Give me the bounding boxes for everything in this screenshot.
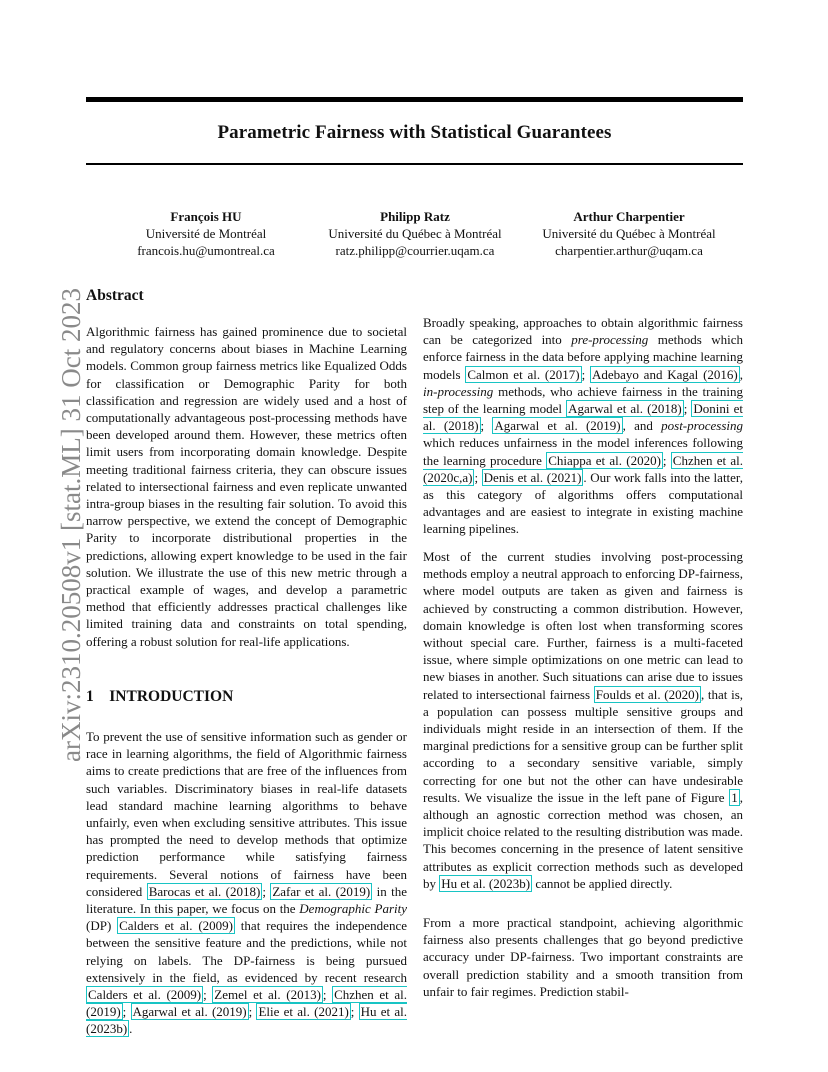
citation-link[interactable]: Chzhen et al. (2019)	[86, 987, 407, 1020]
citation-link[interactable]: Zafar et al. (2019)	[272, 883, 371, 899]
citation-link[interactable]: Chzhen et al. (2020c,a)	[423, 452, 743, 485]
figure-ref-link[interactable]: 1	[731, 789, 738, 805]
section-number: 1	[86, 688, 94, 705]
text-run: , and	[622, 418, 662, 434]
citation-link[interactable]: Hu et al. (2023b)	[441, 875, 531, 891]
author-name: Arthur Charpentier	[573, 209, 685, 224]
emphasis-term: post-processing	[661, 418, 743, 434]
citation-link[interactable]: Agarwal et al. (2019)	[494, 418, 621, 434]
author-affiliation: Université du Québec à Montréal	[542, 226, 716, 241]
emphasis-term: pre-processing	[571, 332, 649, 348]
intro-heading	[86, 688, 407, 705]
title-rule	[86, 163, 743, 165]
text-run: (DP)	[86, 918, 118, 934]
text-run: Most of the current studies involving post-processing methods employ a neutral approach to enforcing DP-fairness, where model outputs are taken as given and fairness is achieved by constructing a common distribution. However, domain knowledge is often lost when transforming scores without special care. Further, fairness is a multi-faceted issue, where simple optimizations on one metric can lead to new biases in another. Such situations can arise due to issues related to intersectional fairness	[423, 549, 743, 702]
text-run: which reduces unfairness in the model inferences following the learning procedure	[423, 435, 743, 468]
author-affiliation: Université du Québec à Montréal	[328, 226, 502, 241]
paragraph-text: From a more practical standpoint, achieving algorithmic fairness also presents challenges that go beyond predictive accuracy under DP-fairness. Two important constraints are overall prediction stability and a smooth transition from unfair to fair regimes. Prediction stabil-	[423, 915, 743, 999]
author-email: francois.hu@umontreal.ca	[137, 243, 275, 258]
text-run: , that is, a population can possess multiple sensitive groups and individuals might reside in an intersection of them. If the marginal predictions for a sensitive group can be further split according to a secondary sensitive variable, simply correcting for one but not the other can have undesirable results. We visualize the issue in the left pane of Figure	[423, 686, 744, 805]
abstract-text: Algorithmic fairness has gained prominence due to societal and regulatory concerns about biases in Machine Learning models. Common group fairness metrics like Equalized Odds for classification or Demographic Parity for both classification and regression are widely used and a host of computationally advantageous post-processing methods have been developed around them. However, these metrics often limit users from incorporating domain knowledge. Despite meeting traditional fairness criteria, they can obscure issues related to intersectional fairness and even replicate unwanted intra-group biases in the resulting fair solution. To avoid this narrow perspective, we extend the concept of Demographic Parity to incorporate distributional properties in the predictions, allowing expert knowledge to be used in the fair solution. We illustrate the use of this new metric through a practical example of wages, and develop a parametric method that efficiently addresses practical challenges like limited training data and constraints on total spending, offering a robust solution for real-life applications.	[86, 324, 407, 649]
emphasis-term: in-processing	[423, 383, 494, 399]
top-rule	[86, 97, 743, 102]
citation-link[interactable]: Calders et al. (2009)	[88, 987, 202, 1003]
text-run: in the literature. In this paper, we focus on the	[86, 883, 407, 917]
citation-link[interactable]: Hu et al. (2023b)	[86, 1004, 407, 1037]
citation-link[interactable]: Elie et al. (2021)	[258, 1004, 349, 1020]
citation-link[interactable]: Barocas et al. (2018)	[148, 883, 261, 899]
citation-link[interactable]: Calmon et al. (2017)	[467, 366, 580, 382]
abstract-body	[86, 323, 407, 650]
citation-link[interactable]: Zemel et al. (2013)	[214, 987, 321, 1003]
author-name: François HU	[170, 209, 242, 224]
abstract-heading: Abstract	[86, 287, 144, 304]
citation-link[interactable]: Foulds et al. (2020)	[595, 686, 699, 702]
author-block	[309, 208, 521, 259]
text-run: . Our work falls into the latter, as this category of algorithms offers computational advantages and are easiest to integrate in existing machine learning pipelines.	[423, 469, 743, 537]
text-run: Broadly speaking, approaches to obtain algorithmic fairness can be categorized into	[423, 315, 743, 348]
citation-link[interactable]: Donini et al. (2018)	[423, 401, 743, 434]
author-email: charpentier.arthur@uqam.ca	[555, 243, 703, 258]
citation-link[interactable]: Chiappa et al. (2020)	[548, 452, 661, 468]
citation-link[interactable]: Agarwal et al. (2019)	[132, 1004, 247, 1020]
text-run: To prevent the use of sensitive information such as gender or race in learning algorithms, the field of Algorithmic fairness aims to create predictions that are free of the influences from such variables. Discriminatory biases in real-life datasets lead standard machine learning algorithms to behave unfairly, even when excluding sensitive attributes. This issue has prompted the need to develop methods that optimize prediction performance while satisfying fairness requirements. Several notions of fairness have been considered	[86, 729, 407, 899]
intro-paragraph: To prevent the use of sensitive information such as gender or race in learning algorithms, the field of Algorithmic fairness aims to create predictions that are free of the influences from such variables. Discriminatory biases in real-life datasets lead standard machine learning algorithms to behave unfairly, even when excluding sensitive attributes. This issue has prompted the need to develop methods that optimize prediction performance while satisfying fairness requirements. Several notions of fairness have been considered Barocas et al. (2018) ; Zafar et al. (2019) in the literature. In this paper, we focus on the Demographic Parity (DP) Calders et al. (2009) that requires the independence between the sensitive feature and the predictions, while not relying on labels. The DP-fairness is being pursued extensively in the field, as evidenced by recent research Calders et al. (2009) ; Zemel et al. (2013) ; Chzhen et al. (2019) ; Agarwal et al. (2019) ; Elie et al. (2021) ; Hu et al. (2023b) .	[86, 729, 407, 1037]
author-affiliation: Université de Montréal	[145, 226, 267, 241]
section-title: INTRODUCTION	[109, 688, 234, 705]
author-name: Philipp Ratz	[380, 209, 450, 224]
right-paragraph-2	[423, 548, 743, 892]
right-paragraph-1: Broadly speaking, approaches to obtain algorithmic fairness can be categorized into pre-processing methods which enforce fairness in the data before applying machine learning models Calmon et al. (2017) ; Adebayo and Kagal (2016) , in-processing methods, who achieve fairness in the training step of the learning model Agarwal et al. (2018) ; Donini et al. (2018) ; Agarwal et al. (2019) , and post-processing which reduces unfairness in the model inferences following the learning procedure Chiappa et al. (2020) ; Chzhen et al. (2020c,a) ; Denis et al. (2021) . Our work falls into the latter, as this category of algorithms offers computational advantages and are easiest to integrate in existing machine learning pipelines.	[423, 315, 744, 537]
right-paragraph-3	[423, 914, 743, 1000]
citation-link[interactable]: Calders et al. (2009)	[119, 918, 233, 934]
citation-link[interactable]: Agarwal et al. (2018)	[568, 401, 682, 417]
text-run: , although an agnostic correction method was chosen, an implicit choice related to the resulting distribution was made. This becomes concerning in the presence of latent sensitive attributes as explicit correction methods such as developed by	[423, 789, 743, 891]
text-run: that requires the independence between the sensitive feature and the predictions, while not relying on labels. The DP-fairness is being pursued extensively in the field, as evidenced by recent research	[86, 918, 407, 985]
text-run: methods, who achieve fairness in the training step of the learning model	[423, 383, 743, 417]
citation-link[interactable]: Adebayo and Kagal (2016)	[591, 366, 738, 382]
author-block	[524, 208, 734, 259]
emphasis-term: Demographic Parity	[299, 901, 407, 917]
author-block	[126, 208, 286, 259]
arxiv-stamp: arXiv:2310.20508v1 [stat.ML] 31 Oct 2023	[56, 288, 86, 762]
text-run: cannot be applied directly.	[532, 875, 673, 891]
text-run: methods which enforce fairness in the data before applying machine learning models	[423, 332, 744, 382]
author-email: ratz.philipp@courrier.uqam.ca	[335, 243, 495, 258]
paper-title: Parametric Fairness with Statistical Guarantees	[217, 122, 612, 143]
citation-link[interactable]: Denis et al. (2021)	[483, 469, 582, 485]
abstract-heading-wrap	[86, 287, 407, 304]
